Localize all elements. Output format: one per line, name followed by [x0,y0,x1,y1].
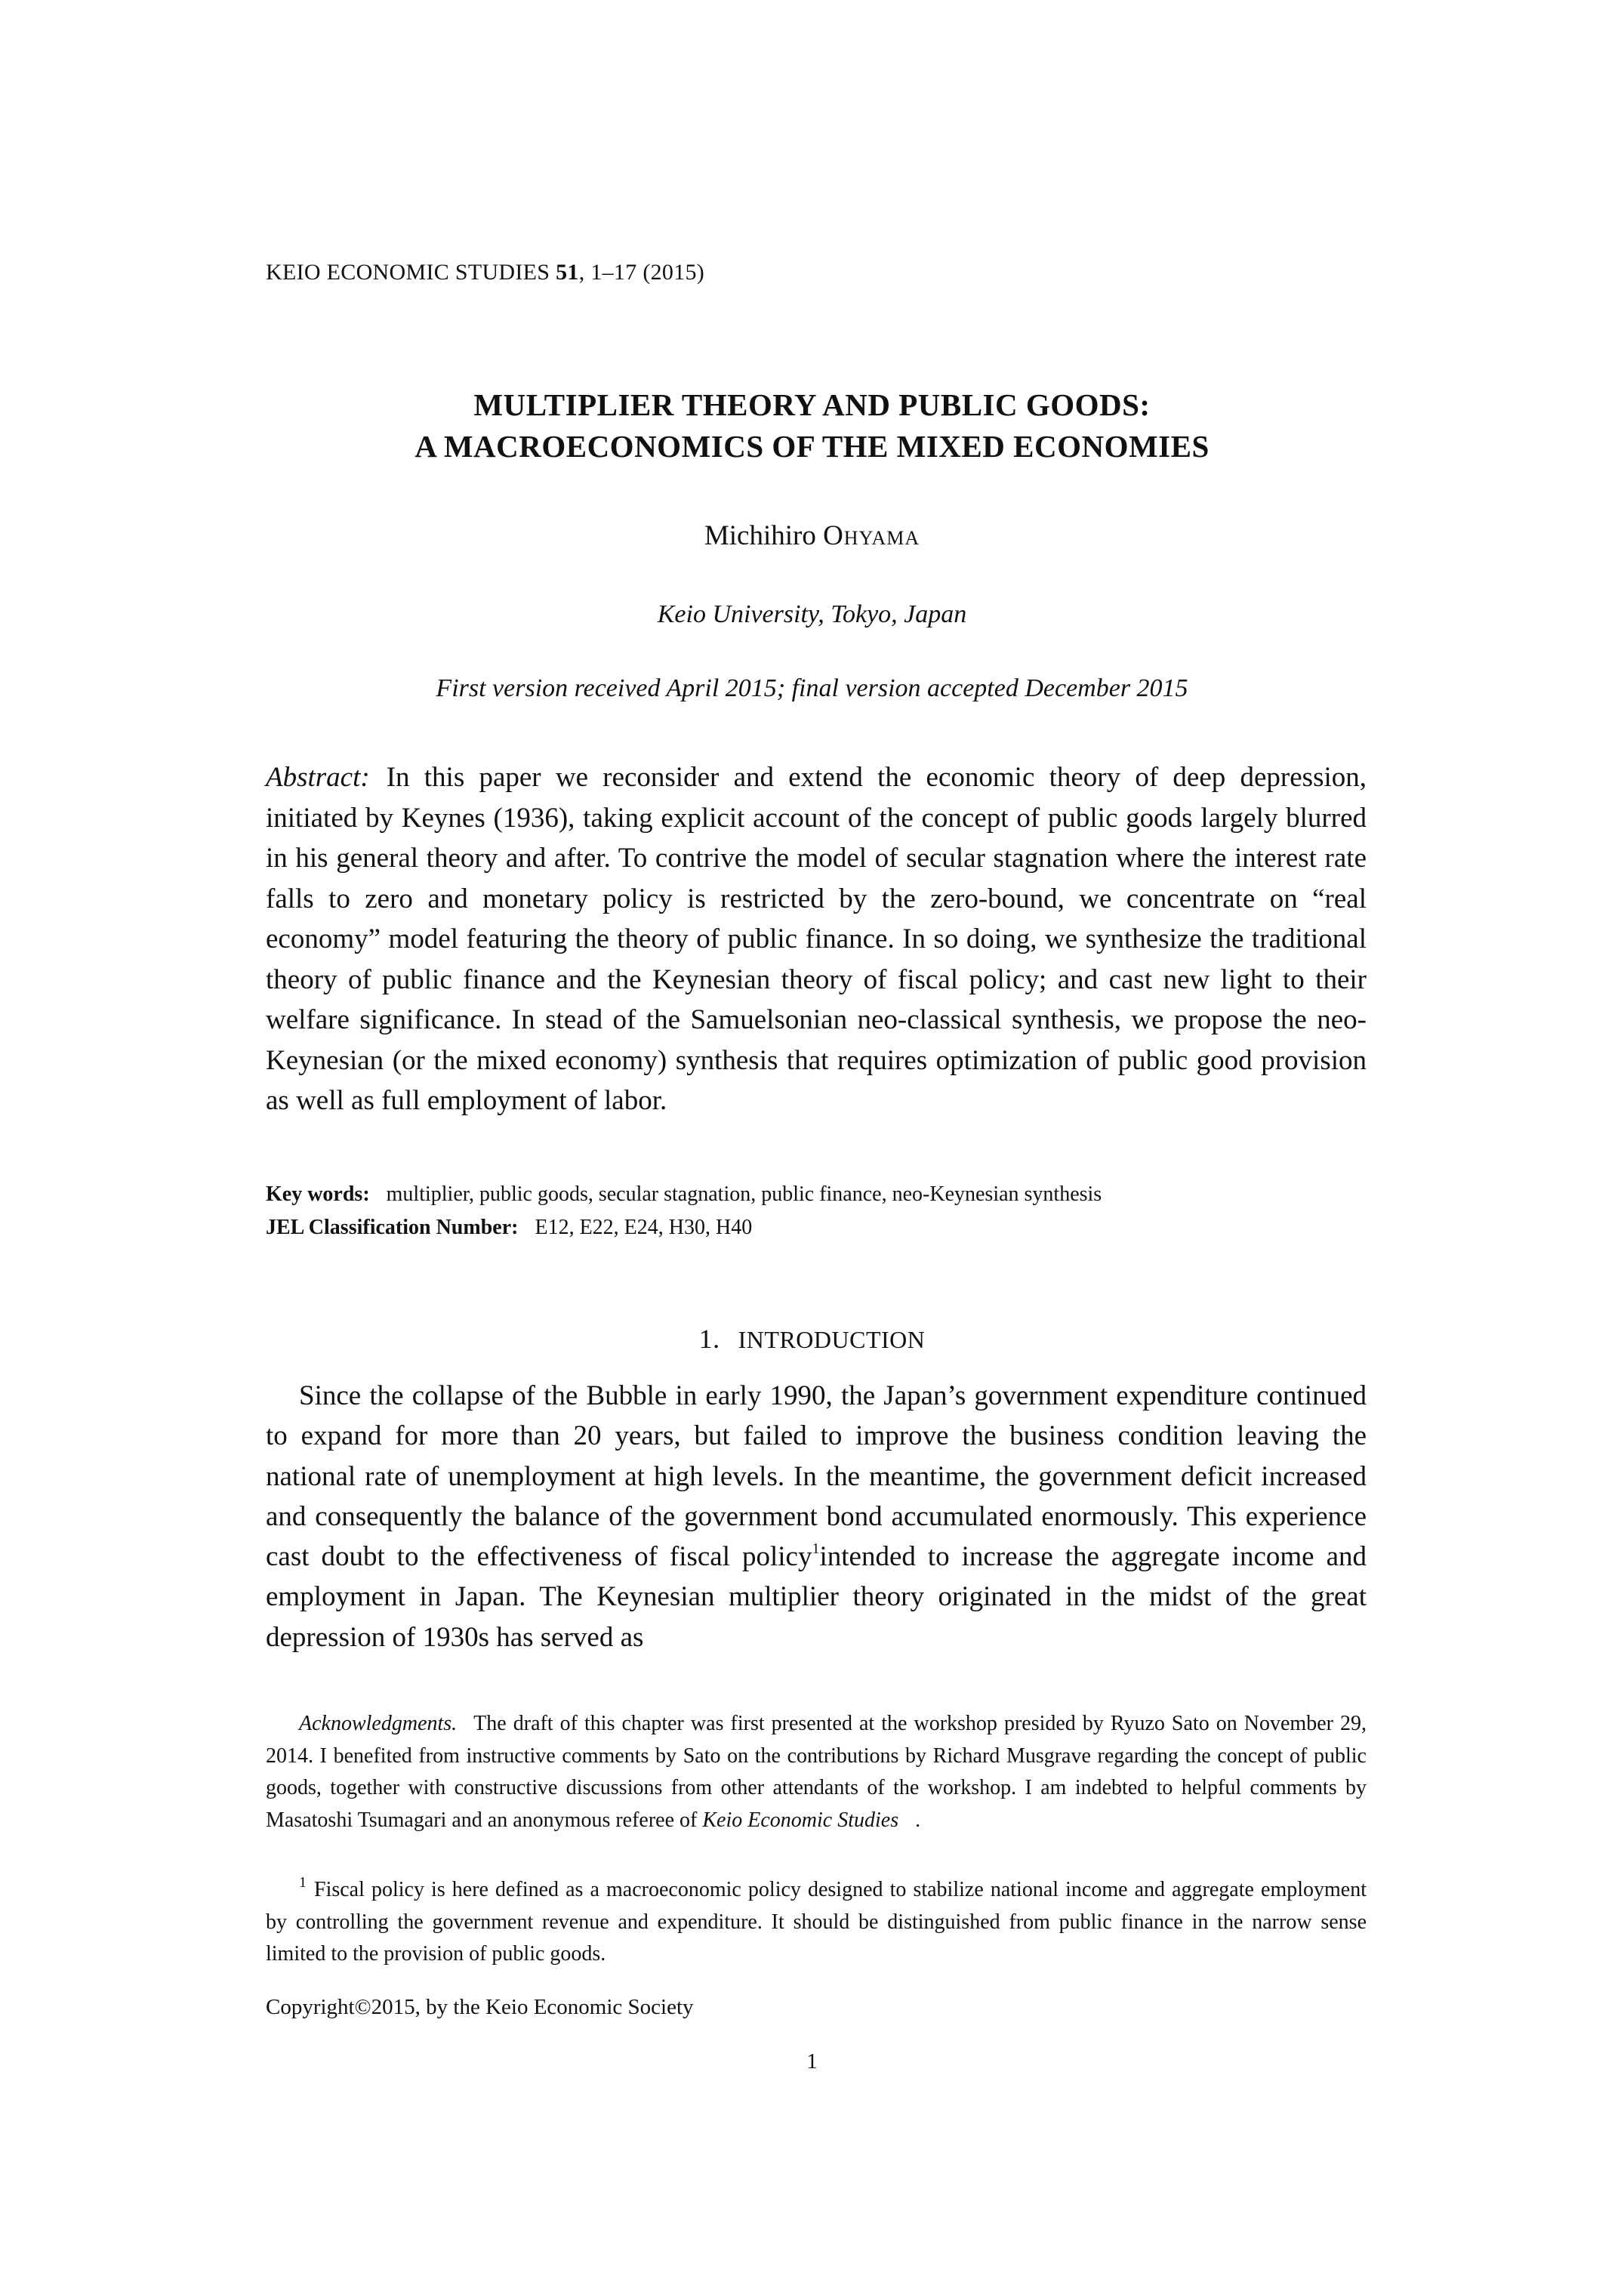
keywords-label: Key words: [266,1182,370,1206]
footnote-reference-1[interactable]: 1 [812,1540,820,1558]
intro-text-part-1: Since the collapse of the Bubble in early 1990, the Japan’s government expenditure continued to expand for more than 20 years, but failed to improve the business condition leaving the national rate of unemployment at high levels. In the meantime, the government deficit increased and consequently the balance of the government bond accumulated enormously. This experience cast doubt to the effectiveness of fiscal policy [266,1380,1367,1573]
copyright-notice: Copyright©2015, by the Keio Economic Society [266,1995,694,2019]
acknowledgments-journal: Keio Economic Studies [702,1808,899,1832]
acknowledgments-text: The draft of this chapter was first presented at the workshop presided by Ryuzo Sato on November 29, 2014. I benefited from instructive comments by Sato on the contributions by Richard Musgrave regarding the concept of public goods, together with constructive discussions from other attendants of the workshop. I am indebted to helpful comments by Masatoshi Tsumagari and an anonymous referee of [266,1712,1367,1832]
acknowledgments-footnote [266,1708,1367,1836]
journal-name: KEIO ECONOMIC STUDIES [266,260,550,285]
paper-title-line-2: A MACROECONOMICS OF THE MIXED ECONOMIES [414,429,1210,464]
abstract [266,757,1367,1121]
author-name [0,520,1624,552]
abstract-text: In this paper we reconsider and extend the economic theory of deep depression, initiated by Keynes (1936), taking explicit account of the concept of public goods largely blurred in his general theory and after. To contrive the model of secular stagnation where the interest rate falls to zero and monetary policy is restricted by the zero-bound, we concentrate on “real economy” model featuring the theory of public finance. In so doing, we synthesize the traditional theory of public finance and the Keynesian theory of fiscal policy; and cast new light to their welfare significance. In stead of the Samuelsonian neo-classical synthesis, we propose the neo-Keynesian (or the mixed economy) synthesis that requires optimization of public good provision as well as full employment of labor. [266,762,1367,1116]
journal-volume: 51 [556,260,579,285]
section-number: 1. [698,1324,720,1354]
introduction-paragraph [266,1376,1367,1657]
keywords-line [266,1178,1367,1211]
footnote-1 [266,1874,1367,1971]
intro-text-part-2: intended to increase the aggregate income and employment in Japan. The Keynesian multiplier theory originated in the midst of the great depression of 1930s has served as [266,1541,1367,1653]
received-dates: First version received April 2015; final version accepted December 2015 [436,674,1188,702]
journal-header [266,260,704,285]
abstract-label: Abstract: [266,762,370,793]
paper-title-line-1: MULTIPLIER THEORY AND PUBLIC GOODS: [473,387,1151,422]
section-title: INTRODUCTION [738,1326,926,1353]
jel-label: JEL Classification Number: [266,1216,519,1239]
footnote-1-text: Fiscal policy is here defined as a macroeconomic policy designed to stabilize national income and aggregate employment by controlling the government revenue and expenditure. It should be distinguished from public finance in the narrow sense limited to the provision of public goods. [266,1878,1367,1966]
keywords-value: multiplier, public goods, secular stagnation, public finance, neo-Keynesian synthesis [386,1182,1102,1206]
section-heading-introduction [0,1323,1624,1355]
jel-line [266,1211,1367,1244]
jel-value: E12, E22, E24, H30, H40 [535,1216,753,1239]
page-number: 1 [806,2049,818,2074]
footnote-1-mark: 1 [299,1874,307,1891]
author-given-name: Michihiro [704,520,816,551]
keywords-block [266,1178,1367,1244]
acknowledgments-end: . [915,1808,921,1832]
acknowledgments-label: Acknowledgments. [299,1712,458,1735]
journal-pages-year: , 1–17 (2015) [578,260,705,285]
author-affiliation: Keio University, Tokyo, Japan [657,600,967,628]
author-family-name: Ohyama [823,520,920,551]
